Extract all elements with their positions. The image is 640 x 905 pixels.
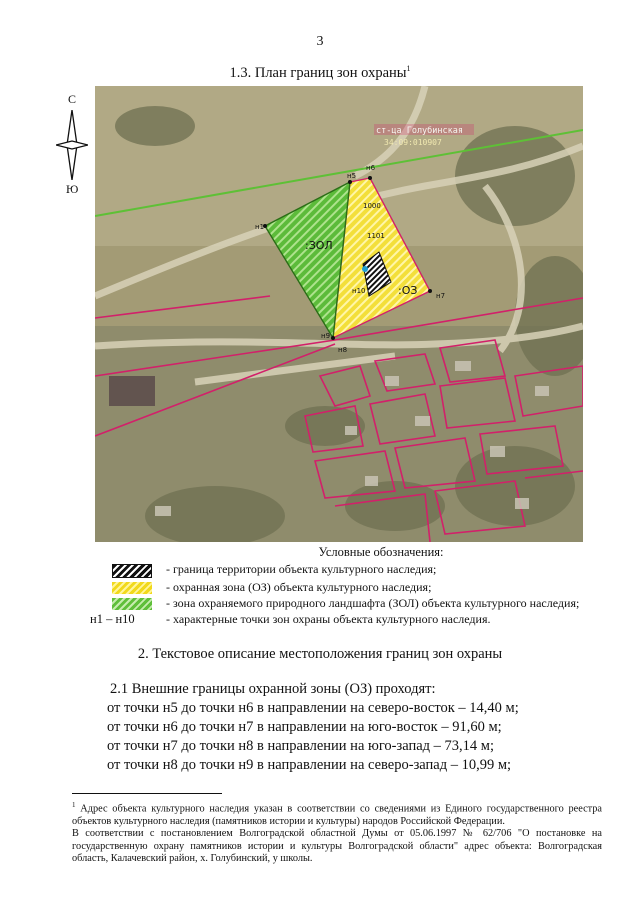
point-label-n7: н7 bbox=[436, 292, 446, 300]
legend-item-text: - характерные точки зон охраны объекта культурного наследия. bbox=[166, 612, 491, 626]
map-image bbox=[95, 86, 583, 542]
point-label-n5: н5 bbox=[347, 172, 357, 180]
footnotes bbox=[72, 799, 602, 866]
satellite-map bbox=[95, 86, 583, 542]
map-cadastral-label: 34:09:010907 bbox=[384, 138, 442, 147]
section-title-text: 1.3. План границ зон охраны bbox=[229, 64, 407, 81]
legend-yellow-swatch bbox=[112, 582, 152, 594]
section-title bbox=[0, 64, 640, 82]
legend-item-text: - охранная зона (ОЗ) объекта культурного наследия; bbox=[166, 580, 432, 594]
compass-north-label: С bbox=[68, 92, 77, 106]
body-line: от точки н7 до точки н8 в направлении на юго-запад – 73,14 м; bbox=[107, 738, 494, 754]
legend-item bbox=[90, 612, 596, 627]
map-zone-code: 1000 bbox=[363, 202, 381, 210]
page-number: 3 bbox=[316, 34, 324, 49]
compass bbox=[54, 92, 90, 202]
legend bbox=[90, 545, 596, 627]
legend-item bbox=[96, 562, 596, 578]
footnote-2: В соответствии с постановлением Волгоградской областной Думы от 05.06.1997 № 62/706 "О постановке на государственную охрану памятников истории и культуры Волгоградской области" адрес объекта: Волгоградская область, Калачевский район, х. Голубинский, у школы. bbox=[72, 828, 602, 865]
body-text bbox=[107, 680, 610, 775]
point-label-n10: н10 bbox=[352, 287, 366, 295]
footnote-mark: 1 bbox=[406, 64, 411, 73]
footnote-divider bbox=[72, 793, 222, 794]
legend-title: Условные обозначения: bbox=[318, 545, 444, 559]
point-label-n1: н1 bbox=[255, 223, 265, 231]
footnote-mark: 1 bbox=[72, 801, 76, 809]
map-oz-label: :ОЗ bbox=[398, 284, 418, 297]
point-label-n6: н6 bbox=[366, 164, 376, 172]
section-heading: 2. Текстовое описание местоположения границ зон охраны bbox=[137, 646, 503, 662]
legend-green-swatch bbox=[112, 598, 152, 610]
footnote-text: Адрес объекта культурного наследия указан в соответствии со сведениями из Единого государственного реестра объектов культурного наследия (памятников истории и культуры) народов Российской Федерации. bbox=[72, 803, 602, 827]
point-label-n9: н9 bbox=[321, 332, 331, 340]
body-line: 2.1 Внешние границы охранной зоны (ОЗ) проходят: bbox=[110, 681, 436, 697]
legend-item-text: - зона охраняемого природного ландшафта (ЗОЛ) объекта культурного наследия; bbox=[166, 596, 580, 610]
legend-item bbox=[96, 580, 596, 594]
legend-points-key: н1 – н10 bbox=[90, 612, 135, 626]
point-label-n8: н8 bbox=[338, 346, 348, 354]
footnote-1 bbox=[72, 799, 602, 828]
legend-item-text: - граница территории объекта культурного наследия; bbox=[166, 562, 437, 576]
legend-item bbox=[96, 596, 596, 610]
body-line: от точки н5 до точки н6 в направлении на северо-восток – 14,40 м; bbox=[107, 700, 519, 716]
map-station-label: ст-ца Голубинская bbox=[376, 126, 463, 136]
map-object-code: 1101 bbox=[367, 232, 385, 240]
body-line: от точки н8 до точки н9 в направлении на северо-запад – 10,99 м; bbox=[107, 757, 512, 773]
compass-south-label: Ю bbox=[66, 182, 79, 196]
map-zol-label: :ЗОЛ bbox=[305, 239, 333, 252]
legend-hatch-swatch bbox=[112, 564, 152, 578]
compass-arrow-icon bbox=[56, 110, 88, 180]
body-line: от точки н6 до точки н7 в направлении на юго-восток – 91,60 м; bbox=[107, 719, 502, 735]
